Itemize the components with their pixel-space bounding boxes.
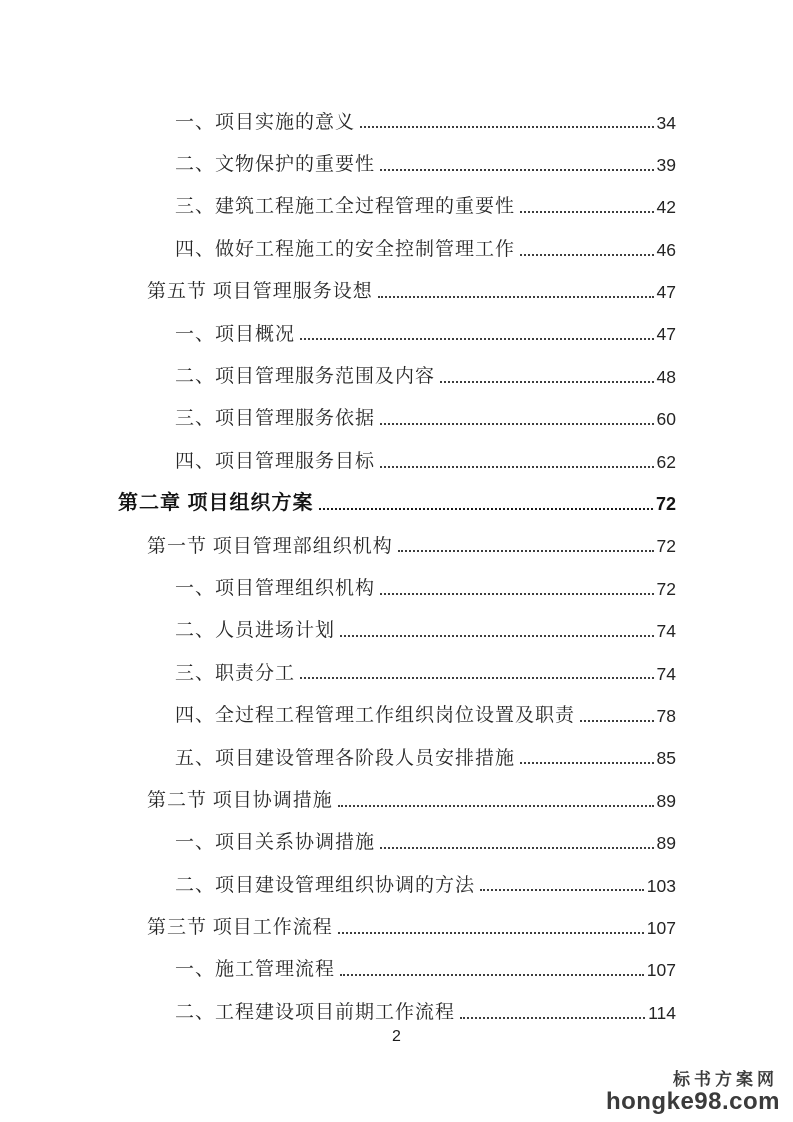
toc-entry[interactable] — [118, 389, 676, 431]
toc-entry-label: 一、项目实施的意义 — [175, 111, 356, 133]
toc-entry[interactable] — [118, 134, 676, 176]
toc-entry-page-number: 74 — [656, 663, 676, 684]
toc-leader-dots — [520, 762, 654, 764]
toc-entry-label: 第一节 项目管理部组织机构 — [147, 535, 393, 557]
toc-leader-dots — [580, 720, 654, 722]
toc-leader-dots — [398, 550, 654, 552]
toc-entry-label: 第二节 项目协调措施 — [147, 789, 333, 811]
toc-entry-page-number: 34 — [656, 112, 676, 133]
toc-entry-page-number: 114 — [648, 1002, 676, 1023]
toc-entry-page-number: 103 — [646, 875, 676, 896]
toc-entry[interactable] — [118, 601, 676, 643]
toc-leader-dots — [360, 126, 654, 128]
toc-entry[interactable] — [118, 346, 676, 388]
toc-entry-page-number: 89 — [656, 790, 676, 811]
toc-entry[interactable] — [118, 728, 676, 770]
toc-entry-page-number: 47 — [656, 324, 676, 345]
toc-entry[interactable] — [118, 92, 676, 134]
toc-entry-label: 五、项目建设管理各阶段人员安排措施 — [175, 747, 516, 769]
toc-entry-label: 一、施工管理流程 — [175, 959, 336, 981]
toc-entry-label: 四、做好工程施工的安全控制管理工作 — [175, 238, 516, 260]
toc-entry-label: 第二章 项目组织方案 — [118, 491, 314, 514]
toc-entry[interactable] — [118, 558, 676, 600]
toc-entry[interactable] — [118, 813, 676, 855]
toc-leader-dots — [440, 381, 654, 383]
toc-leader-dots — [460, 1017, 645, 1019]
toc-entry[interactable] — [118, 219, 676, 261]
toc-entry[interactable] — [118, 304, 676, 346]
toc-leader-dots — [340, 635, 654, 637]
toc-entry-label: 二、文物保护的重要性 — [175, 154, 376, 176]
toc-entry[interactable] — [118, 431, 676, 473]
toc-leader-dots — [380, 593, 654, 595]
toc-entry-page-number: 107 — [646, 917, 676, 938]
toc-entry-label: 二、项目管理服务范围及内容 — [175, 365, 436, 387]
toc-entry-page-number: 85 — [656, 748, 676, 769]
watermark-site-name: 标书方案网 — [673, 1069, 778, 1089]
toc-entry-label: 三、职责分工 — [175, 662, 296, 684]
toc-entry[interactable] — [118, 770, 676, 812]
toc-leader-dots — [520, 211, 654, 213]
toc-leader-dots — [380, 847, 654, 849]
toc-entry-page-number: 72 — [656, 536, 676, 557]
toc-entry[interactable] — [118, 685, 676, 727]
toc-entry-label: 二、工程建设项目前期工作流程 — [175, 1001, 456, 1023]
toc-entry-page-number: 42 — [656, 197, 676, 218]
toc-leader-dots — [480, 889, 644, 891]
toc-entry-label: 一、项目关系协调措施 — [175, 832, 376, 854]
toc-entry[interactable] — [118, 897, 676, 939]
toc-entry[interactable] — [118, 643, 676, 685]
toc-entry-label: 二、项目建设管理组织协调的方法 — [175, 874, 476, 896]
toc-entry-label: 第三节 项目工作流程 — [147, 917, 333, 939]
toc-leader-dots — [338, 932, 644, 934]
watermark-site-url: hongke98.com — [605, 1087, 780, 1115]
toc-entry-label: 第五节 项目管理服务设想 — [147, 281, 373, 303]
toc-leader-dots — [380, 169, 654, 171]
toc-leader-dots — [340, 974, 644, 976]
toc-entry-page-number: 107 — [646, 960, 676, 981]
toc-entry-page-number: 46 — [656, 239, 676, 260]
toc-entry-page-number: 72 — [656, 578, 676, 599]
watermark — [606, 1071, 780, 1114]
toc-leader-dots — [378, 296, 654, 298]
toc-entry-label: 一、项目管理组织机构 — [175, 577, 376, 599]
table-of-contents — [118, 92, 676, 1025]
toc-leader-dots — [319, 508, 653, 510]
toc-entry[interactable] — [118, 474, 676, 516]
toc-entry-page-number: 60 — [656, 409, 676, 430]
toc-entry-label: 三、项目管理服务依据 — [175, 408, 376, 430]
toc-entry[interactable] — [118, 982, 676, 1024]
toc-entry[interactable] — [118, 262, 676, 304]
toc-leader-dots — [380, 466, 654, 468]
page-number: 2 — [392, 1028, 401, 1045]
toc-entry[interactable] — [118, 940, 676, 982]
toc-leader-dots — [300, 338, 654, 340]
toc-entry-page-number: 62 — [656, 451, 676, 472]
toc-leader-dots — [520, 254, 654, 256]
toc-entry-page-number: 47 — [656, 282, 676, 303]
toc-entry-page-number: 48 — [656, 366, 676, 387]
toc-entry-page-number: 78 — [656, 705, 676, 726]
toc-leader-dots — [380, 423, 654, 425]
toc-entry-page-number: 89 — [656, 833, 676, 854]
toc-entry-label: 四、项目管理服务目标 — [175, 450, 376, 472]
toc-entry[interactable] — [118, 855, 676, 897]
toc-entry-label: 四、全过程工程管理工作组织岗位设置及职责 — [175, 705, 576, 727]
toc-entry-label: 三、建筑工程施工全过程管理的重要性 — [175, 196, 516, 218]
toc-entry[interactable] — [118, 177, 676, 219]
toc-entry[interactable] — [118, 516, 676, 558]
toc-entry-label: 一、项目概况 — [175, 323, 296, 345]
toc-entry-page-number: 72 — [655, 494, 676, 515]
toc-leader-dots — [338, 805, 654, 807]
toc-entry-page-number: 74 — [656, 621, 676, 642]
toc-leader-dots — [300, 677, 654, 679]
toc-entry-label: 二、人员进场计划 — [175, 620, 336, 642]
toc-entry-page-number: 39 — [656, 154, 676, 175]
